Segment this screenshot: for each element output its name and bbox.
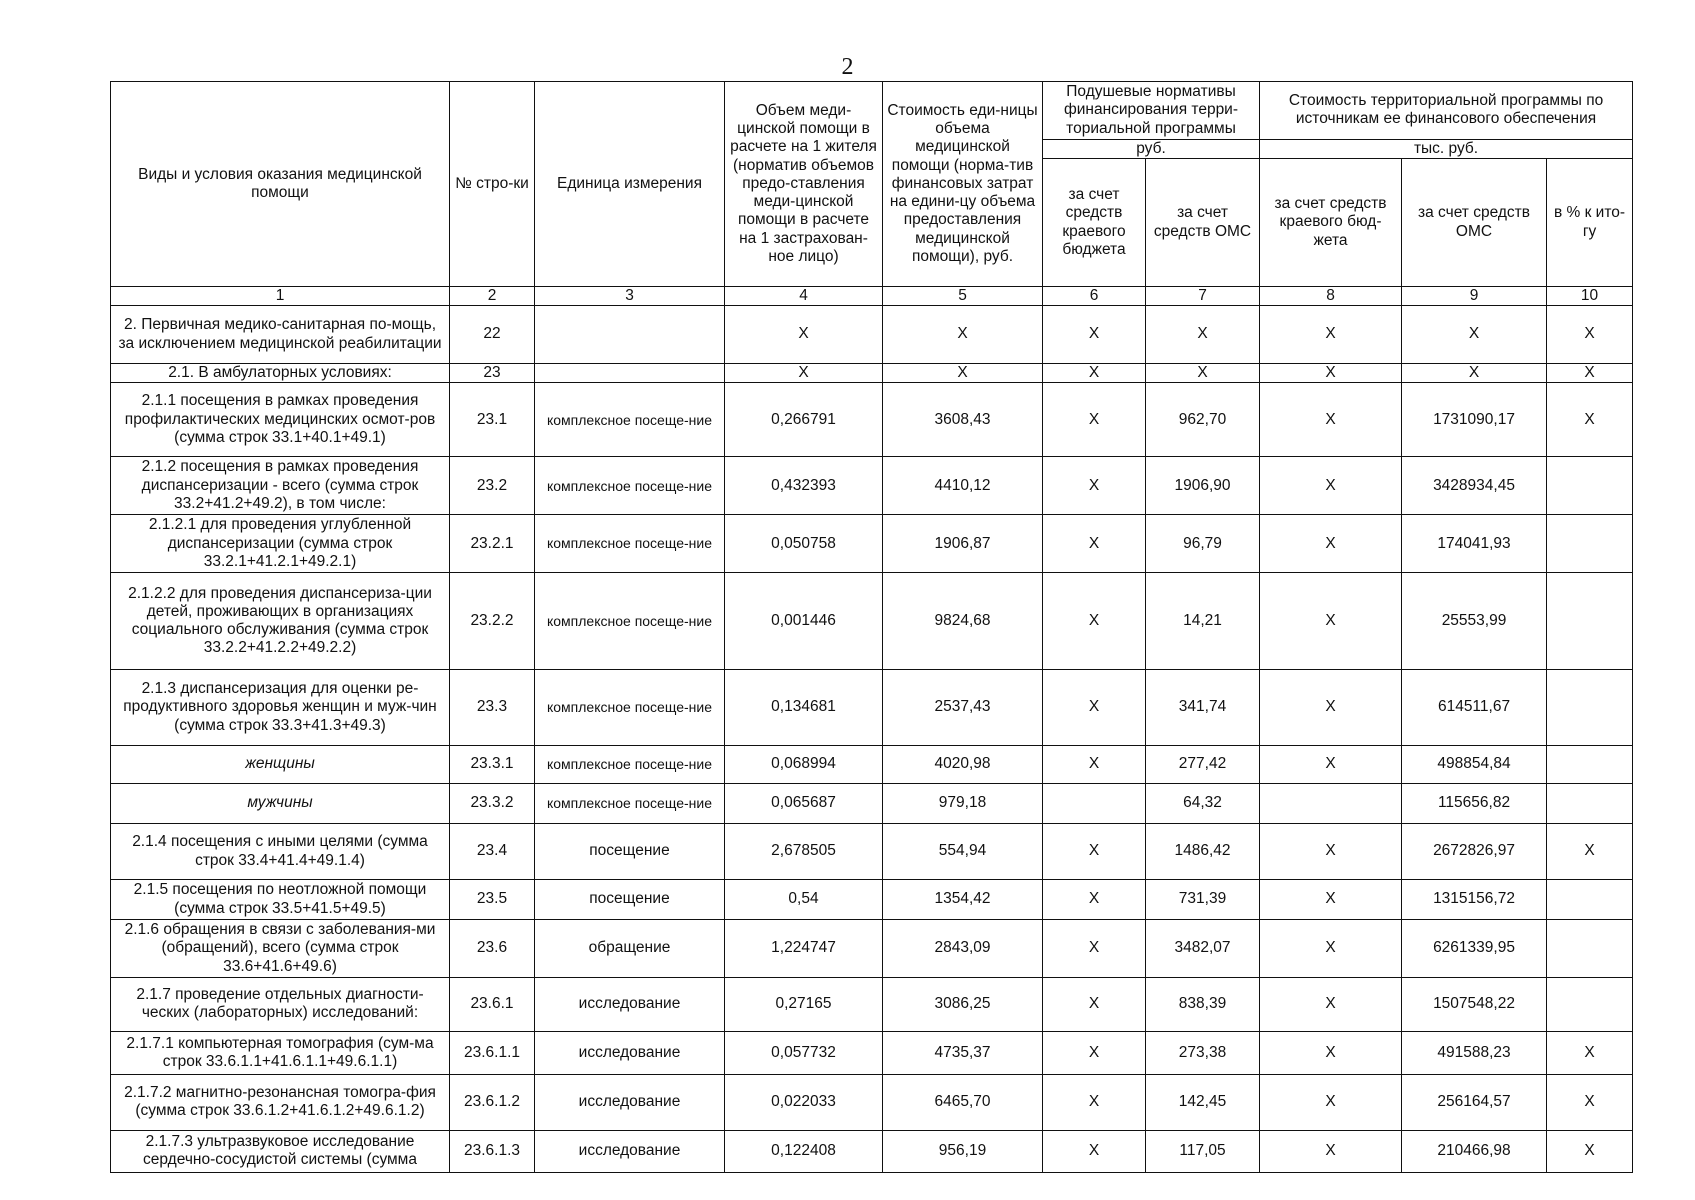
row-unit: комплексное посеще-ние [535,515,725,573]
row-name: 2.1.2 посещения в рамках проведения диспансеризации - всего (сумма строк 33.2+41.2+49.2), в том числе: [111,457,450,515]
row-line: 23.2.2 [450,573,535,670]
row-norm-oms: X [1146,306,1260,364]
row-norm-oms: 273,38 [1146,1031,1260,1074]
row-norm-budget: X [1043,670,1146,746]
row-name: 2.1.5 посещения по неотложной помощи (сумма строк 33.5+41.5+49.5) [111,880,450,920]
row-name: женщины [111,746,450,784]
row-cost-budget: X [1260,364,1402,383]
header-norm-oms: за счет средств ОМС [1146,159,1260,287]
row-volume: X [725,364,883,383]
row-pct: X [1547,306,1633,364]
row-name: 2.1.1 посещения в рамках проведения профилактических медицинских осмот-ров (сумма строк 33.1+40.1+49.1) [111,383,450,457]
row-cost: 9824,68 [883,573,1043,670]
row-name: 2.1.7 проведение отдельных диагности-ческих (лабораторных) исследований: [111,977,450,1031]
row-line: 23.6.1.3 [450,1130,535,1172]
row-unit: исследование [535,1031,725,1074]
header-cost-budget: за счет средств краевого бюд-жета [1260,159,1402,287]
header-line: № стро-ки [450,82,535,287]
table-row [111,1031,1633,1074]
row-name: 2.1.7.2 магнитно-резонансная томогра-фия (сумма строк 33.6.1.2+41.6.1.2+49.6.1.2) [111,1074,450,1130]
header-norms-unit: руб. [1043,139,1260,158]
row-cost-oms: 3428934,45 [1402,457,1547,515]
row-norm-budget: X [1043,977,1146,1031]
row-name: 2.1.2.2 для проведения диспансериза-ции детей, проживающих в организациях социального обслуживания (сумма строк 33.2.2+41.2.2+49.2.2) [111,573,450,670]
header-cost: Стоимость еди-ницы объема медицинской помощи (норма-тив финансовых затрат на едини-цу объема предоставления медицинской помощи), руб. [883,82,1043,287]
row-cost: 3086,25 [883,977,1043,1031]
row-norm-budget: X [1043,824,1146,880]
row-cost: 1906,87 [883,515,1043,573]
row-name: 2.1.2.1 для проведения углубленной диспансеризации (сумма строк 33.2.1+41.2.1+49.2.1) [111,515,450,573]
column-number: 7 [1146,287,1260,306]
row-norm-oms: 962,70 [1146,383,1260,457]
row-name: 2.1. В амбулаторных условиях: [111,364,450,383]
row-norm-budget: X [1043,1074,1146,1130]
row-volume: 0,050758 [725,515,883,573]
row-cost-oms: 210466,98 [1402,1130,1547,1172]
row-cost-oms: 1507548,22 [1402,977,1547,1031]
row-line: 23.4 [450,824,535,880]
row-norm-oms: 96,79 [1146,515,1260,573]
row-unit: комплексное посеще-ние [535,383,725,457]
column-number: 8 [1260,287,1402,306]
row-line: 23.6 [450,920,535,978]
row-pct [1547,880,1633,920]
row-line: 23.2 [450,457,535,515]
row-unit: комплексное посеще-ние [535,573,725,670]
row-cost-budget: X [1260,920,1402,978]
row-unit [535,306,725,364]
row-volume: 0,134681 [725,670,883,746]
table-row [111,306,1633,364]
row-norm-oms: 64,32 [1146,784,1260,824]
column-number: 3 [535,287,725,306]
row-pct [1547,977,1633,1031]
row-norm-oms: 731,39 [1146,880,1260,920]
row-cost: 2843,09 [883,920,1043,978]
row-cost: X [883,364,1043,383]
row-unit: комплексное посеще-ние [535,746,725,784]
row-cost-budget: X [1260,880,1402,920]
row-pct: X [1547,1074,1633,1130]
row-cost: 6465,70 [883,1074,1043,1130]
row-cost-oms: 2672826,97 [1402,824,1547,880]
row-volume: 1,224747 [725,920,883,978]
row-norm-budget: X [1043,1031,1146,1074]
row-unit: исследование [535,1130,725,1172]
row-norm-oms: 277,42 [1146,746,1260,784]
row-line: 22 [450,306,535,364]
table-row [111,573,1633,670]
row-norm-budget: X [1043,306,1146,364]
row-volume: 0,057732 [725,1031,883,1074]
row-cost-budget: X [1260,573,1402,670]
row-norm-budget: X [1043,457,1146,515]
page-number: 2 [841,54,854,80]
row-name: 2.1.4 посещения с иными целями (сумма строк 33.4+41.4+49.1.4) [111,824,450,880]
table-row [111,880,1633,920]
row-cost: 1354,42 [883,880,1043,920]
row-volume: 0,54 [725,880,883,920]
row-cost-oms: 498854,84 [1402,746,1547,784]
row-cost: 956,19 [883,1130,1043,1172]
row-norm-oms: 142,45 [1146,1074,1260,1130]
column-number: 1 [111,287,450,306]
row-unit [535,364,725,383]
table-row [111,784,1633,824]
row-volume: 0,266791 [725,383,883,457]
row-line: 23.5 [450,880,535,920]
row-volume: 0,022033 [725,1074,883,1130]
row-cost: 2537,43 [883,670,1043,746]
table-row [111,457,1633,515]
column-number: 9 [1402,287,1547,306]
row-unit: исследование [535,977,725,1031]
row-name: 2.1.7.3 ультразвуковое исследование сердечно-сосудистой системы (сумма [111,1130,450,1172]
row-norm-oms: 1486,42 [1146,824,1260,880]
column-number: 5 [883,287,1043,306]
header-unit: Единица измерения [535,82,725,287]
row-volume: 0,27165 [725,977,883,1031]
row-unit: посещение [535,880,725,920]
row-pct: X [1547,1130,1633,1172]
row-line: 23.2.1 [450,515,535,573]
row-volume: 0,065687 [725,784,883,824]
row-norm-oms: 838,39 [1146,977,1260,1031]
row-pct [1547,457,1633,515]
row-norm-oms: 341,74 [1146,670,1260,746]
row-unit: комплексное посеще-ние [535,784,725,824]
row-cost-budget: X [1260,1031,1402,1074]
row-name: мужчины [111,784,450,824]
row-line: 23.3 [450,670,535,746]
row-line: 23.6.1.2 [450,1074,535,1130]
row-unit: посещение [535,824,725,880]
header-cost-oms: за счет средств ОМС [1402,159,1547,287]
row-norm-budget: X [1043,880,1146,920]
row-name: 2. Первичная медико-санитарная по-мощь, за исключением медицинской реабилитации [111,306,450,364]
row-cost-budget: X [1260,977,1402,1031]
row-cost: 554,94 [883,824,1043,880]
row-pct [1547,784,1633,824]
row-line: 23.6.1.1 [450,1031,535,1074]
row-line: 23 [450,364,535,383]
row-cost-oms: 614511,67 [1402,670,1547,746]
row-cost: 3608,43 [883,383,1043,457]
row-cost-oms: 256164,57 [1402,1074,1547,1130]
row-cost-oms: 491588,23 [1402,1031,1547,1074]
row-volume: 2,678505 [725,824,883,880]
table-row [111,977,1633,1031]
row-norm-oms: 3482,07 [1146,920,1260,978]
row-pct: X [1547,383,1633,457]
table-row [111,383,1633,457]
row-pct: X [1547,824,1633,880]
row-norm-budget: X [1043,573,1146,670]
table-row [111,920,1633,978]
row-name: 2.1.6 обращения в связи с заболевания-ми (обращений), всего (сумма строк 33.6+41.6+49.6) [111,920,450,978]
row-norm-oms: X [1146,364,1260,383]
row-cost-budget: X [1260,515,1402,573]
table-row [111,364,1633,383]
header-norms-group: Подушевые нормативы финансирования терри-ториальной программы [1043,82,1260,140]
table-row [111,1074,1633,1130]
table-row [111,824,1633,880]
row-norm-budget: X [1043,364,1146,383]
header-type: Виды и условия оказания медицинской помощи [111,82,450,287]
table-row [111,1130,1633,1172]
row-line: 23.3.1 [450,746,535,784]
row-line: 23.1 [450,383,535,457]
row-pct [1547,920,1633,978]
row-volume: X [725,306,883,364]
row-cost-budget: X [1260,1074,1402,1130]
row-norm-budget: X [1043,383,1146,457]
row-cost-oms: 174041,93 [1402,515,1547,573]
table-row [111,670,1633,746]
row-cost-oms: 1315156,72 [1402,880,1547,920]
row-cost-budget: X [1260,670,1402,746]
row-unit: комплексное посеще-ние [535,670,725,746]
row-cost: 4020,98 [883,746,1043,784]
row-norm-oms: 14,21 [1146,573,1260,670]
header-norm-budget: за счет средств краевого бюджета [1043,159,1146,287]
column-number: 10 [1547,287,1633,306]
row-cost-oms: 6261339,95 [1402,920,1547,978]
row-cost: 4735,37 [883,1031,1043,1074]
row-norm-budget: X [1043,920,1146,978]
row-norm-budget: X [1043,1130,1146,1172]
row-unit: обращение [535,920,725,978]
row-cost-oms: 115656,82 [1402,784,1547,824]
row-name: 2.1.7.1 компьютерная томография (сум-ма строк 33.6.1.1+41.6.1.1+49.6.1.1) [111,1031,450,1074]
row-norm-budget [1043,784,1146,824]
row-cost-oms: 1731090,17 [1402,383,1547,457]
row-pct [1547,670,1633,746]
column-number: 6 [1043,287,1146,306]
header-cost-group: Стоимость территориальной программы по источникам ее финансового обеспечения [1260,82,1633,140]
row-cost-budget [1260,784,1402,824]
table-row [111,746,1633,784]
row-cost-budget: X [1260,1130,1402,1172]
row-cost-budget: X [1260,383,1402,457]
row-pct [1547,573,1633,670]
row-cost-oms: X [1402,306,1547,364]
column-number-row [111,287,1633,306]
row-pct [1547,515,1633,573]
row-volume: 0,432393 [725,457,883,515]
row-volume: 0,068994 [725,746,883,784]
row-cost: X [883,306,1043,364]
row-unit: комплексное посеще-ние [535,457,725,515]
row-cost-budget: X [1260,306,1402,364]
row-volume: 0,001446 [725,573,883,670]
row-unit: исследование [535,1074,725,1130]
row-norm-oms: 1906,90 [1146,457,1260,515]
column-number: 2 [450,287,535,306]
table-row [111,515,1633,573]
column-number: 4 [725,287,883,306]
row-pct [1547,746,1633,784]
row-line: 23.6.1 [450,977,535,1031]
header-cost-unit: тыс. руб. [1260,139,1633,158]
row-cost-budget: X [1260,824,1402,880]
row-cost: 979,18 [883,784,1043,824]
row-norm-budget: X [1043,746,1146,784]
row-cost: 4410,12 [883,457,1043,515]
row-volume: 0,122408 [725,1130,883,1172]
row-cost-budget: X [1260,746,1402,784]
row-line: 23.3.2 [450,784,535,824]
program-cost-table [110,81,1633,1173]
header-cost-pct: в % к ито-гу [1547,159,1633,287]
row-norm-oms: 117,05 [1146,1130,1260,1172]
header-volume: Объем меди-цинской помощи в расчете на 1 жителя (норматив объемов предо-ставления меди-цинской помощи в расчете на 1 застрахован-ное лицо) [725,82,883,287]
row-pct: X [1547,364,1633,383]
row-cost-budget: X [1260,457,1402,515]
row-name: 2.1.3 диспансеризация для оценки ре-продуктивного здоровья женщин и муж-чин (сумма строк 33.3+41.3+49.3) [111,670,450,746]
row-norm-budget: X [1043,515,1146,573]
row-cost-oms: X [1402,364,1547,383]
row-pct: X [1547,1031,1633,1074]
row-cost-oms: 25553,99 [1402,573,1547,670]
